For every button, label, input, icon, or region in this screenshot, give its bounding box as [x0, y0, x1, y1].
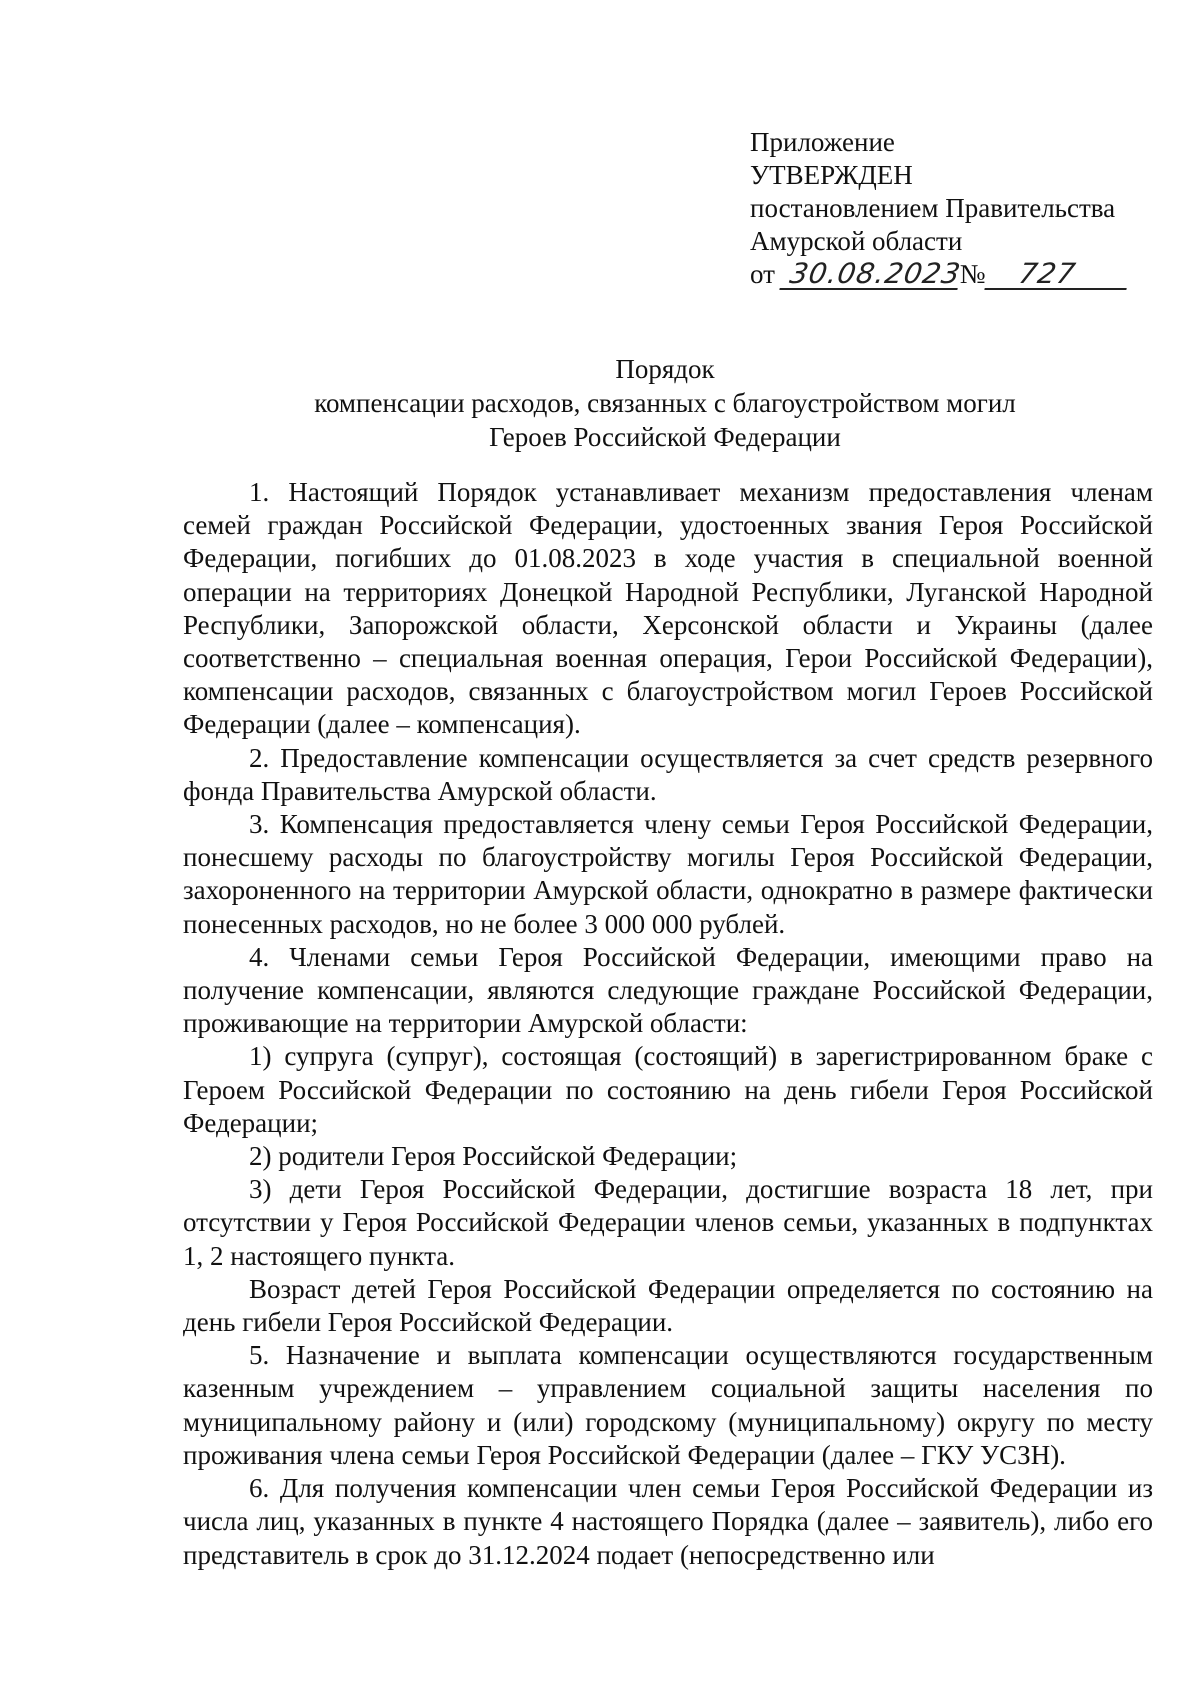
paragraph-3: 3. Компенсация предоставляется члену семьи Героя Российской Федерации, понесшему расходы по благоустройству могилы Героя Российской Федерации, захороненного на территории Амурской области, однократно в размере фактически понесенных расходов, но не более 3 000 000 рублей. [183, 809, 1153, 939]
title-line-2: компенсации расходов, связанных с благоустройством могил [314, 388, 1016, 418]
handwritten-number: 727 [985, 260, 1132, 290]
handwritten-date: 30.08.2023 [779, 260, 962, 290]
paragraph-5: 5. Назначение и выплата компенсации осуществляются государственным казенным учреждением – управлением социальной защиты населения по муниципальному району и (или) городскому (муниципальному) округу по месту проживания члена семьи Героя Российской Федерации (далее – ГКУ УСЗН). [183, 1340, 1153, 1470]
approval-region: Амурской области [750, 226, 963, 256]
paragraph-6: 6. Для получения компенсации член семьи Героя Российской Федерации из числа лиц, указанных в пункте 4 настоящего Порядка (далее – заявитель), либо его представитель в срок до 31.12.2024 подает (непосредственно или [183, 1473, 1153, 1570]
approval-status: УТВЕРЖДЕН [750, 160, 913, 190]
paragraph-2: 2. Предоставление компенсации осуществляется за счет средств резервного фонда Правительства Амурской области. [183, 742, 1153, 806]
paragraph-4-item-2: 2) родители Героя Российской Федерации; [249, 1141, 738, 1172]
approval-reference [750, 258, 1170, 291]
document-title [160, 352, 1170, 454]
paragraph-4-item-3: 3) дети Героя Российской Федерации, достигшие возраста 18 лет, при отсутствии у Героя Российской Федерации членов семьи, указанных в подпунктах 1, 2 настоящего пункта. [183, 1174, 1153, 1271]
document-body [183, 476, 1153, 1572]
number-sign: № [959, 259, 986, 289]
approval-block [750, 126, 1170, 291]
paragraph-4-item-1: 1) супруга (супруг), состоящая (состоящий) в зарегистрированном браке с Героем Российской Федерации по состоянию на день гибели Героя Российской Федерации; [183, 1041, 1153, 1138]
paragraph-4: 4. Членами семьи Героя Российской Федерации, имеющими право на получение компенсации, являются следующие граждане Российской Федерации, проживающие на территории Амурской области: [183, 941, 1153, 1039]
title-line-3: Героев Российской Федерации [489, 422, 841, 452]
approval-resolution: постановлением Правительства [750, 193, 1116, 223]
title-line-1: Порядок [615, 354, 715, 384]
approval-appendix-label: Приложение [750, 127, 895, 157]
date-prefix: от [750, 259, 775, 289]
paragraph-1: 1. Настоящий Порядок устанавливает механизм предоставления членам семей граждан Российской Федерации, удостоенных звания Героя Российской Федерации, погибших до 01.08.2023 в ходе участия в специальной военной операции на территориях Донецкой Народной Республики, Луганской Народной Республики, Запорожской области, Херсонской области и Украины (далее соответственно – специальная военная операция, Герои Российской Федерации), компенсации расходов, связанных с благоустройством могил Героев Российской Федерации (далее – компенсация). [183, 477, 1153, 740]
paragraph-4-note: Возраст детей Героя Российской Федерации определяется по состоянию на день гибели Героя Российской Федерации. [183, 1273, 1153, 1338]
